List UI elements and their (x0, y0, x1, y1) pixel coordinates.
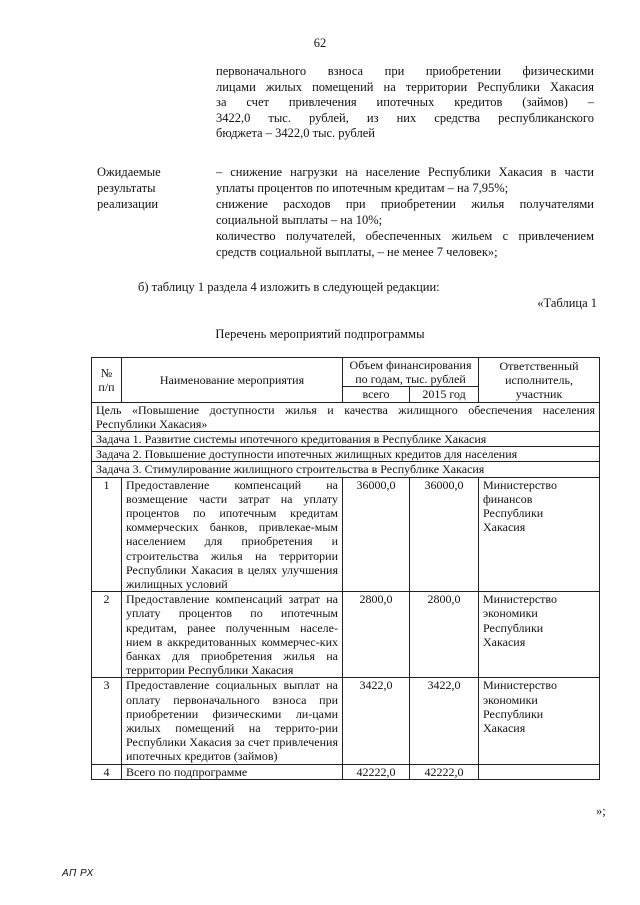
page-number: 62 (313, 36, 327, 50)
goal-row: Цель «Повышение доступности жилья и качества жилищного обеспечения населения Республики Хакасия» (92, 402, 600, 431)
row-name: Всего по подпрограмме (122, 764, 343, 779)
row-total: 42222,0 (343, 764, 410, 779)
top-paragraph-line: за счет привлечения ипотечных кредитов (займов) – (216, 95, 594, 109)
row-executor: Министерство экономики Республики Хакасия (479, 678, 600, 764)
row-total: 2800,0 (343, 592, 410, 678)
header-year: 2015 год (410, 387, 479, 402)
closing-quote: »; (596, 804, 606, 818)
results-line: средств социальной выплаты, – не менее 7 человек»; (216, 245, 498, 259)
instruction-text: б) таблицу 1 раздела 4 изложить в следующей редакции: (138, 280, 440, 294)
results-line: снижение расходов при приобретении жилья получателями (216, 197, 594, 211)
row-num: 4 (92, 764, 122, 779)
table-row (92, 592, 600, 678)
row-year: 2800,0 (410, 592, 479, 678)
top-paragraph-line: лицами жилых помещений на территории Республики Хакасия (216, 79, 594, 94)
row-executor (479, 764, 600, 779)
results-line: – снижение нагрузки на население Республики Хакасия в части (216, 165, 594, 179)
table-caption: «Таблица 1 (537, 296, 597, 310)
expected-results-body (216, 164, 594, 260)
top-paragraph (216, 64, 594, 142)
row-num: 2 (92, 592, 122, 678)
header-total: всего (343, 387, 410, 402)
task-row: Задача 2. Повышение доступности ипотечных жилищных кредитов для населения (92, 447, 600, 462)
table-row (92, 477, 600, 592)
row-name: Предоставление социальных выплат на оплату первоначального взноса при приобретении физическими ли-цами жилых помещений на террито-рии Республики Хакасия за счет привлечения ипотечных кредитов (займов) (122, 678, 343, 764)
row-executor: Министерство финансов Республики Хакасия (479, 477, 600, 592)
table-title: Перечень мероприятий подпрограммы (215, 327, 425, 341)
row-year: 3422,0 (410, 678, 479, 764)
expected-results-label (97, 164, 197, 212)
header-name: Наименование мероприятия (122, 358, 343, 403)
row-total: 3422,0 (343, 678, 410, 764)
results-line: социальной выплаты – на 10%; (216, 213, 383, 227)
header-executor: Ответственный исполнитель, участник (479, 358, 600, 403)
measures-table (91, 357, 600, 780)
top-paragraph-line: 3422,0 тыс. рублей, из них средства республиканского (216, 110, 594, 125)
task-row: Задача 3. Стимулирование жилищного строительства в Республике Хакасия (92, 462, 600, 477)
row-executor: Министерство экономики Республики Хакасия (479, 592, 600, 678)
label-line: Ожидаемые (97, 165, 161, 179)
top-paragraph-line: бюджета – 3422,0 тыс. рублей (216, 126, 375, 140)
label-line: результаты (97, 181, 156, 195)
header-num: № п/п (92, 358, 122, 403)
results-line: уплаты процентов по ипотечным кредитам – на 7,95%; (216, 181, 509, 195)
row-name: Предоставление компенсаций на возмещение части затрат на уплату процентов по ипотечным кредитам коммерческих банков, привлекае-мым населением для приобретения и строительства жилья на территории Республики Хакасия в целях улучшения жилищных условий (122, 477, 343, 592)
row-year: 36000,0 (410, 477, 479, 592)
header-funding: Объем финансирования по годам, тыс. рублей (343, 358, 479, 387)
task-row: Задача 1. Развитие системы ипотечного кредитования в Республике Хакасия (92, 432, 600, 447)
table-row (92, 764, 600, 779)
results-line: количество получателей, обеспеченных жильем с привлечением (216, 229, 594, 243)
row-num: 3 (92, 678, 122, 764)
row-total: 36000,0 (343, 477, 410, 592)
row-name: Предоставление компенсаций затрат на уплату процентов по ипотечным кредитам, ранее полученным населе-нием в аккредитованных коммерчес-ких банках для приобретения жилья на территории Республики Хакасия (122, 592, 343, 678)
label-line: реализации (97, 197, 159, 211)
row-year: 42222,0 (410, 764, 479, 779)
footer-mark: АП РХ (62, 868, 94, 879)
table-row (92, 678, 600, 764)
top-paragraph-line: первоначального взноса при приобретении физическими (216, 64, 594, 78)
row-num: 1 (92, 477, 122, 592)
